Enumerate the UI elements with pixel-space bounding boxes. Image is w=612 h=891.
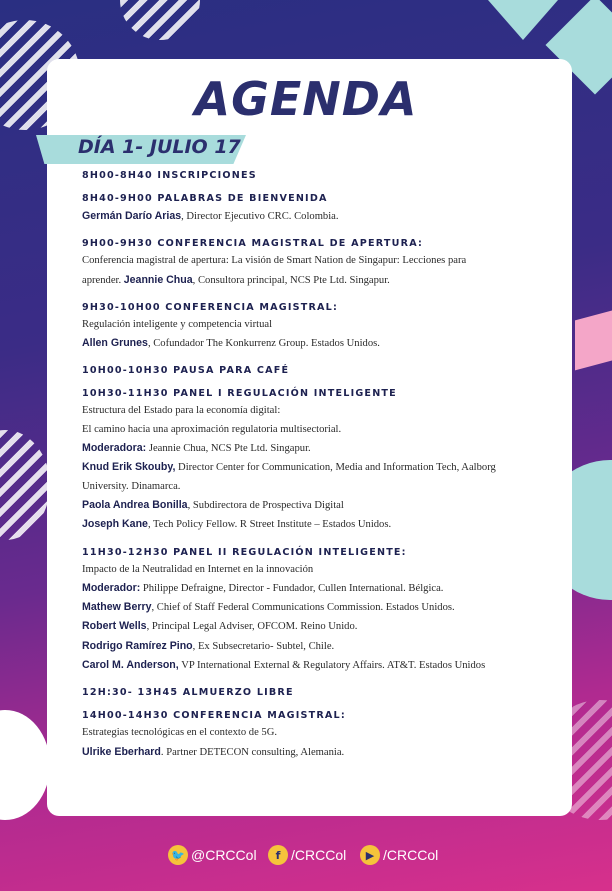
agenda-item xyxy=(82,365,552,376)
speaker-detail: , Cofundador The Konkurrenz Group. Estados Unidos. xyxy=(147,338,380,350)
day-label: DÍA 1- JULIO 17 xyxy=(78,136,241,158)
social-link[interactable] xyxy=(168,843,257,867)
speaker-detail: Director Center for Communication, Media and Information Tech, Aalborg xyxy=(175,462,496,474)
agenda-line xyxy=(82,421,552,439)
agenda-line xyxy=(82,598,552,617)
agenda-item xyxy=(82,238,552,290)
teal-triangle-top xyxy=(488,0,558,40)
speaker-detail: Impacto de la Neutralidad en Internet en la innovación xyxy=(82,563,314,575)
speaker-detail: Philippe Defraigne, Director - Fundador, Cullen International. Bélgica. xyxy=(140,582,444,594)
agenda-line xyxy=(82,515,552,534)
speaker-name: Mathew Berry xyxy=(82,601,152,614)
speaker-detail: , Ex Subsecretario- Subtel, Chile. xyxy=(192,640,335,652)
speaker-detail: , Consultora principal, NCS Pte Ltd. Singapur. xyxy=(192,274,390,286)
speaker-name: Moderadora: xyxy=(82,442,147,455)
agenda-line xyxy=(82,402,552,420)
speaker-name: Joseph Kane xyxy=(82,518,148,531)
agenda-time: 8H00-8H40 INSCRIPCIONES xyxy=(82,170,257,181)
agenda-line xyxy=(82,478,552,496)
speaker-name: Jeannie Chua xyxy=(123,273,193,286)
agenda-item xyxy=(82,302,552,354)
speaker-name: Ulrike Eberhard xyxy=(82,745,161,758)
agenda-line xyxy=(82,496,552,515)
social-handle: /CRCCol xyxy=(383,847,439,863)
agenda-item xyxy=(82,193,552,226)
striped-circle-top-mid xyxy=(120,0,200,40)
agenda-line xyxy=(82,207,552,226)
agenda-line xyxy=(82,579,552,598)
speaker-detail: aprender. xyxy=(82,274,124,286)
agenda-line xyxy=(82,252,552,270)
social-handle: @CRCCol xyxy=(191,847,257,863)
agenda-item xyxy=(82,547,552,676)
speaker-detail: , Subdirectora de Prospectiva Digital xyxy=(187,499,344,511)
agenda-line xyxy=(82,561,552,579)
agenda-item xyxy=(82,170,552,181)
facebook-icon xyxy=(268,845,288,865)
speaker-name: Robert Wells xyxy=(82,620,147,633)
social-link[interactable] xyxy=(360,843,438,867)
speaker-detail: , Principal Legal Adviser, OFCOM. Reino Unido. xyxy=(146,621,358,633)
agenda-time: 10H00-10H30 PAUSA PARA CAFÉ xyxy=(82,365,290,377)
speaker-detail: Conferencia magistral de apertura: La visión de Smart Nation de Singapur: Lecciones para xyxy=(82,255,467,267)
agenda-time: 11H30-12H30 PANEL II REGULACIÓN INTELIGENTE: xyxy=(82,546,407,558)
agenda-line xyxy=(82,617,552,636)
agenda-line xyxy=(82,316,552,334)
social-link[interactable] xyxy=(268,843,346,867)
speaker-detail: VP International External & Regulatory Affairs. AT&T. Estados Unidos xyxy=(178,660,486,672)
agenda-time: 14H00-14H30 CONFERENCIA MAGISTRAL: xyxy=(82,710,346,722)
agenda-line xyxy=(82,271,552,290)
agenda-line xyxy=(82,334,552,353)
pink-cube xyxy=(575,310,612,371)
speaker-detail: University. Dinamarca. xyxy=(82,480,181,492)
page-title: AGENDA xyxy=(194,72,418,126)
speaker-name: Paola Andrea Bonilla xyxy=(82,498,188,511)
speaker-detail: El camino hacia una aproximación regulatoria multisectorial. xyxy=(82,423,342,435)
agenda-line xyxy=(82,656,552,675)
speaker-name: Allen Grunes xyxy=(82,337,148,350)
agenda-list xyxy=(82,170,552,774)
agenda-time: 8H40-9H00 PALABRAS DE BIENVENIDA xyxy=(82,193,328,204)
agenda-item xyxy=(82,710,552,762)
speaker-detail: Estructura del Estado para la economía digital: xyxy=(82,405,281,417)
speaker-detail: , Chief of Staff Federal Communications Commission. Estados Unidos. xyxy=(151,602,455,614)
icon-glyph: ▶ xyxy=(365,848,375,862)
agenda-item xyxy=(82,687,552,698)
striped-circle-left xyxy=(0,430,50,540)
twitter-icon xyxy=(168,845,188,865)
social-handle: /CRCCol xyxy=(291,847,347,863)
agenda-line xyxy=(82,458,552,477)
speaker-detail: Regulación inteligente y competencia virtual xyxy=(82,318,273,330)
speaker-name: Moderador: xyxy=(82,581,141,594)
speaker-name: Knud Erik Skouby, xyxy=(82,461,176,474)
agenda-time: 12H:30- 13H45 ALMUERZO LIBRE xyxy=(82,687,294,699)
agenda-item xyxy=(82,388,552,534)
speaker-detail: , Tech Policy Fellow. R Street Institute – Estados Unidos. xyxy=(147,519,392,531)
speaker-detail: . Partner DETECON consulting, Alemania. xyxy=(160,746,345,758)
speaker-name: Rodrigo Ramírez Pino xyxy=(82,639,193,652)
speaker-detail: , Director Ejecutivo CRC. Colombia. xyxy=(181,211,339,222)
agenda-time: 10H30-11H30 PANEL I REGULACIÓN INTELIGENTE xyxy=(82,388,397,400)
speaker-detail: Jeannie Chua, NCS Pte Ltd. Singapur. xyxy=(146,443,311,455)
social-bar xyxy=(0,843,612,869)
agenda-line xyxy=(82,724,552,742)
agenda-time: 9H30-10H00 CONFERENCIA MAGISTRAL: xyxy=(82,301,339,313)
icon-glyph: 🐦 xyxy=(171,848,185,862)
agenda-line xyxy=(82,439,552,458)
white-circle-bottom-left xyxy=(0,710,50,820)
speaker-name: Germán Darío Arias xyxy=(82,210,182,222)
speaker-name: Carol M. Anderson, xyxy=(82,659,179,672)
agenda-line xyxy=(82,743,552,762)
agenda-line xyxy=(82,637,552,656)
agenda-time: 9H00-9H30 CONFERENCIA MAGISTRAL DE APERTURA: xyxy=(82,238,424,250)
youtube-icon xyxy=(360,845,380,865)
icon-glyph: f xyxy=(275,848,281,862)
speaker-detail: Estrategias tecnológicas en el contexto de 5G. xyxy=(82,727,278,739)
